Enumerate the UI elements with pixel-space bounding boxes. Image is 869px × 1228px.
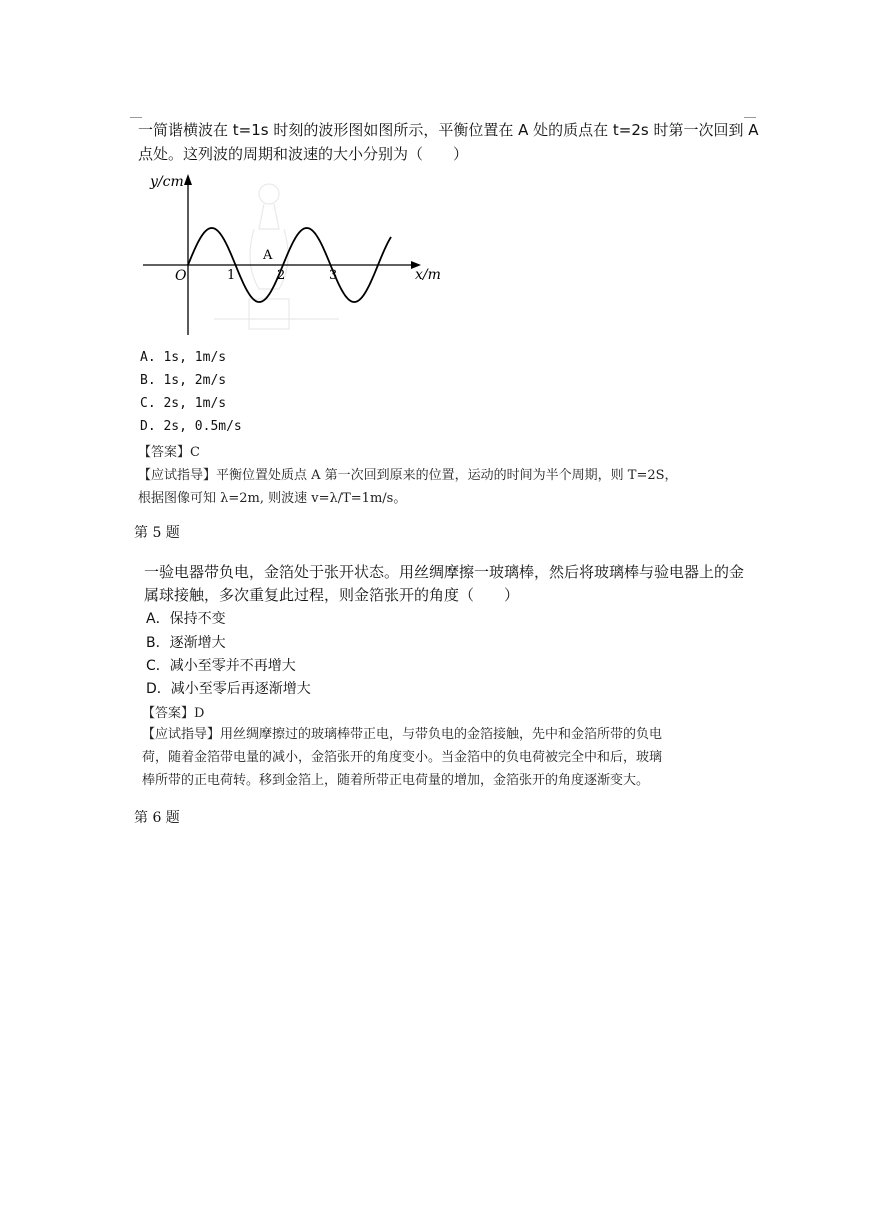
point-a-label: A [263, 248, 273, 263]
q4-option-b: B. 1s, 2m/s [140, 373, 227, 388]
q4-stem-line1: 一简谐横波在 t=1s 时刻的波形图如图所示，平衡位置在 A 处的质点在 t=2s 时第一次回到 A [138, 121, 759, 139]
q5-option-a: A．保持不变 [146, 611, 226, 627]
tick-label-1: 1 [227, 268, 236, 283]
q5-guide-line2: 荷，随着金箔带电量的减小，金箔张开的角度变小。当金箔中的负电荷被完全中和后，玻璃 [142, 750, 663, 765]
q4-option-d: D. 2s, 0.5m/s [140, 419, 242, 434]
x-axis-label: x/m [415, 267, 441, 283]
q5-option-b: B．逐渐增大 [146, 635, 226, 651]
q4-guide-line2: 根据图像可知 λ=2m, 则波速 v=λ/T=1m/s。 [138, 491, 407, 506]
q5-guide-line3: 棒所带的正电荷转。移到金箔上，随着所带正电荷量的增加，金箔张开的角度逐渐变大。 [142, 773, 650, 788]
q5-stem-line2: 属球接触，多次重复此过程，则金箔张开的角度（ ） [144, 586, 520, 604]
y-axis-label: y/cm [150, 174, 184, 190]
q5-answer: 【答案】D [142, 706, 205, 721]
q5-stem-line1: 一验电器带负电，金箔处于张开状态。用丝绸摩擦一玻璃棒，然后将玻璃棒与验电器上的金 [144, 563, 745, 581]
q5-option-c: C．减小至零并不再增大 [146, 658, 296, 674]
tick-label-3: 3 [329, 268, 338, 283]
tick-label-2: 2 [277, 268, 286, 283]
y-axis-arrow [184, 174, 192, 185]
q5-guide-line1: 【应试指导】用丝绸摩擦过的玻璃棒带正电，与带负电的金箔接触，先中和金箔所带的负电 [142, 727, 663, 742]
q4-option-c: C. 2s, 1m/s [140, 396, 227, 411]
q4-option-a: A. 1s, 1m/s [140, 350, 227, 365]
q5-option-d: D．减小至零后再逐渐增大 [146, 681, 311, 697]
q4-guide-line1: 【应试指导】平衡位置处质点 A 第一次回到原来的位置，运动的时间为半个周期，则 T=2S， [138, 468, 678, 483]
q4-answer: 【答案】C [138, 445, 200, 460]
q6-number: 第 6 题 [134, 810, 180, 826]
origin-label: O [175, 268, 187, 284]
q5-number: 第 5 题 [134, 525, 180, 541]
wave-graph [139, 169, 451, 340]
q4-stem-line2: 点处。这列波的周期和波速的大小分别为（ ） [138, 145, 469, 163]
wave-figure [139, 169, 451, 340]
